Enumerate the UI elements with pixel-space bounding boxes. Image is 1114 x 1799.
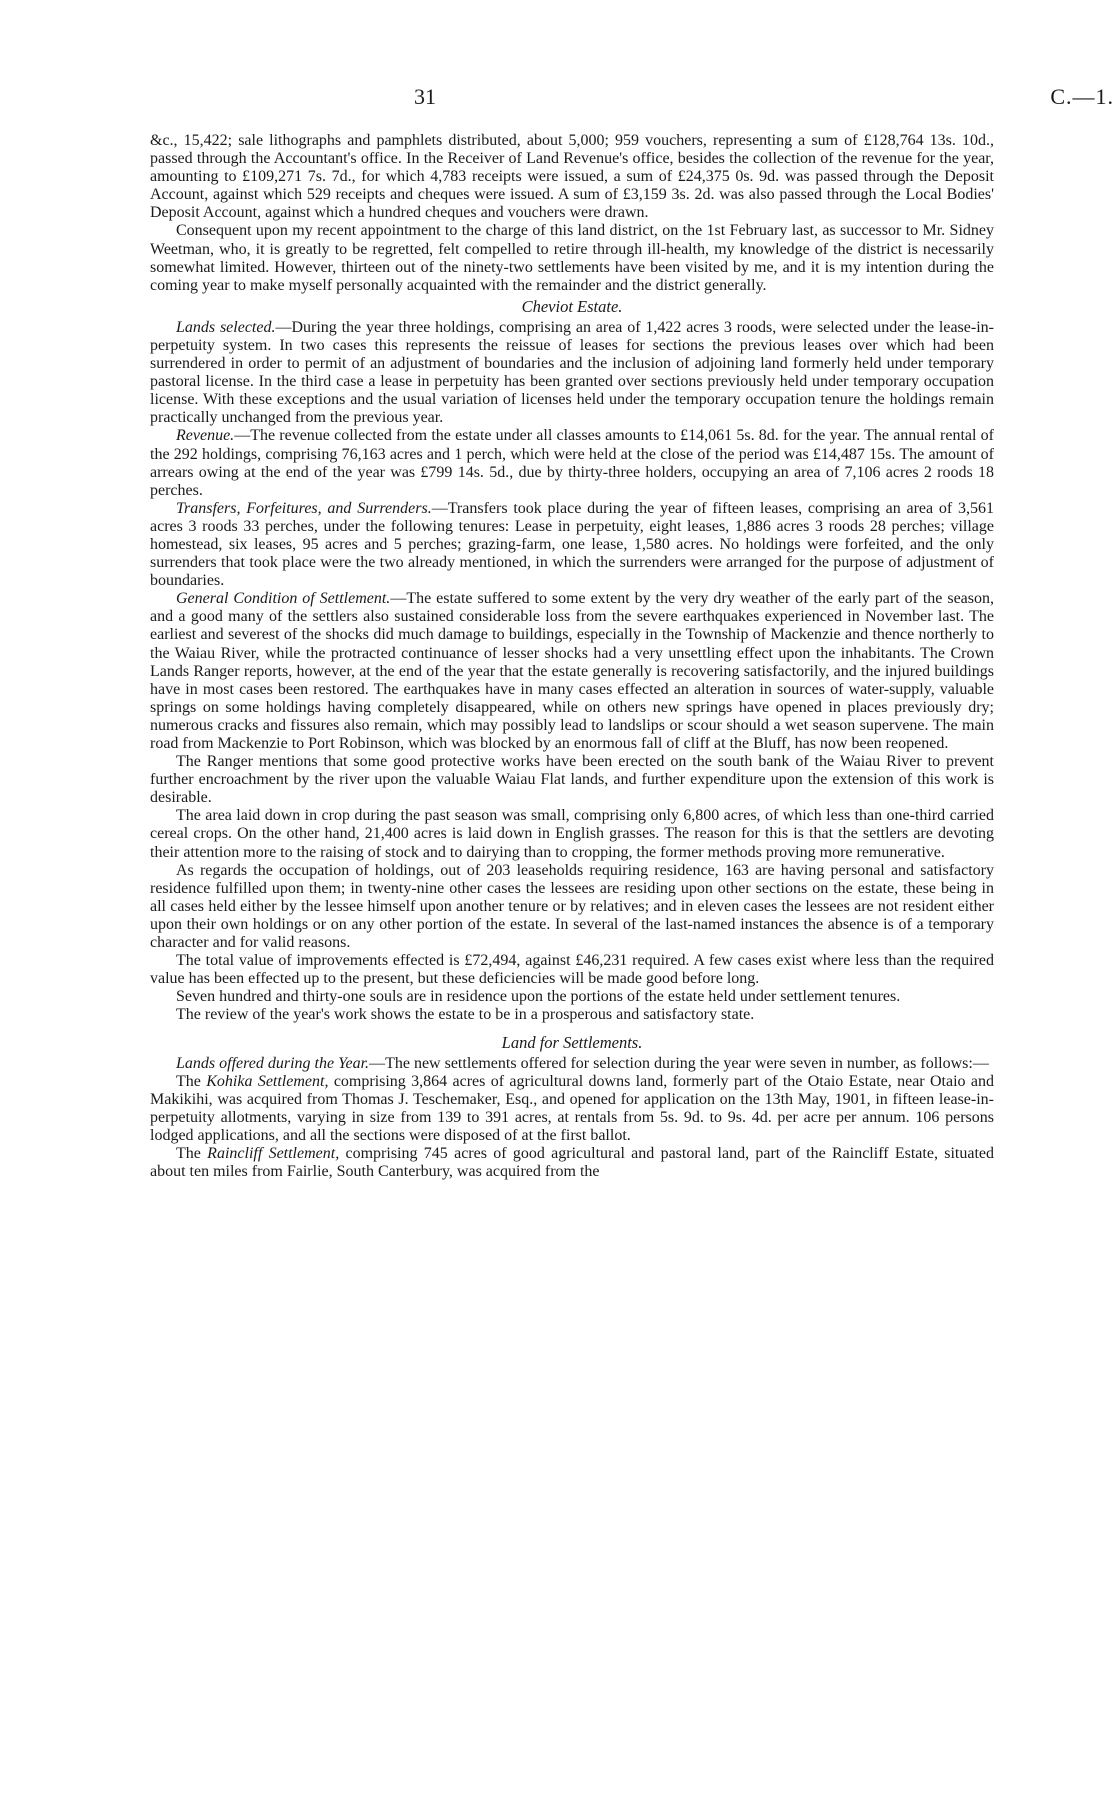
text-lands-offered: —The new settlements offered for selection during the year were seven in number, as follows:— xyxy=(369,1054,989,1072)
document-body xyxy=(150,132,994,1181)
paragraph-revenue xyxy=(150,427,994,499)
paragraph-kohika xyxy=(150,1073,994,1145)
text-raincliff: comprising 745 acres of good agricultural and pastoral land, part of the Raincliff Estate, situated about ten miles from Fairlie, South Canterbury, was acquired from the xyxy=(150,1144,995,1181)
paragraph-ranger: The Ranger mentions that some good protective works have been erected on the south bank of the Waiau River to prevent further encroachment by the river upon the valuable Waiau Flat lands, and further expenditure upon the extension of this work is desirable. xyxy=(150,753,994,807)
text-lands-selected: —During the year three holdings, comprising an area of 1,422 acres 3 roods, were selected under the lease-in-perpetuity system. In two cases this represents the reissue of leases for sections the previous leases over which had been surrendered in order to permit of an adjustment of boundaries and the inclusion of adjoining land formerly held under temporary pastoral license. In the third case a lease in perpetuity has been granted over sections previously held under temporary occupation license. With these exceptions and the usual variation of licenses held under the temporary occupation tenure the holdings remain practically unchanged from the previous year. xyxy=(150,318,994,427)
text-general-condition: —The estate suffered to some extent by the very dry weather of the early part of the season, and a good many of the settlers also sustained considerable loss from the severe earthquakes experienced in November last. The earliest and severest of the shocks did much damage to buildings, especially in the Township of Mackenzie and thence northerly to the Waiau River, while the protracted continuance of lesser shocks had a very unsettling effect upon the inhabitants. The Crown Lands Ranger reports, however, at the end of the year that the estate generally is recovering satisfactorily, and the injured buildings have in most cases been restored. The earthquakes have in many cases effected an alteration in sources of water-supply, valuable springs on some holdings having completely disappeared, while on others new springs have opened in places previously dry; numerous cracks and fissures also remain, which may possibly lead to landslips or scour should a wet season supervene. The main road from Mackenzie to Port Robinson, which was blocked by an enormous fall of cliff at the Bluff, has now been reopened. xyxy=(150,590,994,752)
lead-lands-offered: Lands offered during the Year. xyxy=(176,1054,370,1072)
text-kohika-pre: The xyxy=(176,1072,207,1090)
document-code: C.—1. xyxy=(1050,84,1114,109)
paragraph-residence: Seven hundred and thirty-one souls are in residence upon the portions of the estate held under settlement tenures. xyxy=(176,988,901,1006)
paragraph-lands-offered xyxy=(150,1055,994,1073)
lead-transfers: Transfers, Forfeitures, and Surrenders. xyxy=(176,499,432,517)
heading-land-for-settlements: Land for Settlements. xyxy=(501,1032,643,1052)
page-number: 31 xyxy=(414,84,436,109)
paragraph-general-condition xyxy=(150,590,994,753)
name-raincliff-settlement: Raincliff Settlement, xyxy=(207,1144,340,1162)
paragraph-review: The review of the year's work shows the estate to be in a prosperous and satisfactory state. xyxy=(176,1006,755,1024)
text-raincliff-pre: The xyxy=(176,1144,208,1162)
lead-general-condition: General Condition of Settlement. xyxy=(176,590,391,608)
lead-revenue: Revenue. xyxy=(176,427,235,445)
paragraph-receipts: &c., 15,422; sale lithographs and pamphlets distributed, about 5,000; 959 vouchers, representing a sum of £128,764 13s. 10d., passed through the Accountant's office. In the Receiver of Land Revenue's office, besides the collection of the revenue for the year, amounting to £109,271 7s. 7d., for which 4,783 receipts were issued, a sum of £24,375 0s. 9d. was passed through the Deposit Account, against which 529 receipts and cheques were issued. A sum of £3,159 3s. 2d. was also passed through the Local Bodies' Deposit Account, against which a hundred cheques and vouchers were drawn. xyxy=(150,132,994,222)
text-revenue: —The revenue collected from the estate under all classes amounts to £14,061 5s. 8d. for the year. The annual rental of the 292 holdings, comprising 76,163 acres and 1 perch, which were held at the close of the period was £14,487 15s. The amount of arrears owing at the end of the year was £799 14s. 5d., due by thirty-three holders, occupying an area of 7,106 acres 2 roods 18 perches. xyxy=(150,427,994,499)
lead-lands-selected: Lands selected. xyxy=(176,318,276,336)
paragraph-lands-selected xyxy=(150,319,994,428)
paragraph-crop-area: The area laid down in crop during the past season was small, comprising only 6,800 acres, of which less than one-third carried cereal crops. On the other hand, 21,400 acres is laid down in English grasses. The reason for this is that the settlers are devoting their attention more to the raising of stock and to dairying than to cropping, the former methods proving more remunerative. xyxy=(150,807,994,861)
paragraph-improvements: The total value of improvements effected is £72,494, against £46,231 required. A few cases exist where less than the required value has been effected up to the present, but these deficiencies will be made good before long. xyxy=(150,952,994,988)
paragraph-occupation: As regards the occupation of holdings, out of 203 leaseholds requiring residence, 163 are having personal and satisfactory residence fulfilled upon them; in twenty-nine other cases the lessees are residing upon other sections on the estate, these being in all cases held either by the lessee himself upon another tenure or by relatives; and in eleven cases the lessees are not resident either upon their own holdings or on any other portion of the estate. In several of the last-named instances the absence is of a temporary character and for valid reasons. xyxy=(150,861,994,952)
paragraph-transfers xyxy=(150,500,994,590)
name-kohika-settlement: Kohika Settlement, xyxy=(206,1072,329,1090)
heading-cheviot-estate: Cheviot Estate. xyxy=(521,296,623,316)
paragraph-raincliff xyxy=(150,1145,994,1181)
paragraph-appointment: Consequent upon my recent appointment to the charge of this land district, on the 1st February last, as successor to Mr. Sidney Weetman, who, it is greatly to be regretted, felt compelled to retire through ill-health, my knowledge of the district is necessarily somewhat limited. However, thirteen out of the ninety-two settlements have been visited by me, and it is my intention during the coming year to make myself personally acquainted with the remainder and the district generally. xyxy=(150,222,994,294)
text-transfers: —Transfers took place during the year of fifteen leases, comprising an area of 3,561 acres 3 roods 33 perches, under the following tenures: Lease in perpetuity, eight leases, 1,886 acres 3 roods 28 perches; village homestead, six leases, 95 acres and 5 perches; grazing-farm, one lease, 1,580 acres. No holdings were forfeited, and the only surrenders that took place were the two already mentioned, in which the surrenders were arranged for the purpose of adjustment of boundaries. xyxy=(150,499,994,590)
text-kohika: comprising 3,864 acres of agricultural downs land, formerly part of the Otaio Estate, near Otaio and Makikihi, was acquired from Thomas J. Teschemaker, Esq., and opened for application on the 13th May, 1901, in fifteen lease-in-perpetuity allotments, varying in size from 139 to 391 acres, at rentals from 5s. 9d. to 9s. 4d. per acre per annum. 106 persons lodged applications, and all the sections were disposed of at the first ballot. xyxy=(150,1072,994,1144)
